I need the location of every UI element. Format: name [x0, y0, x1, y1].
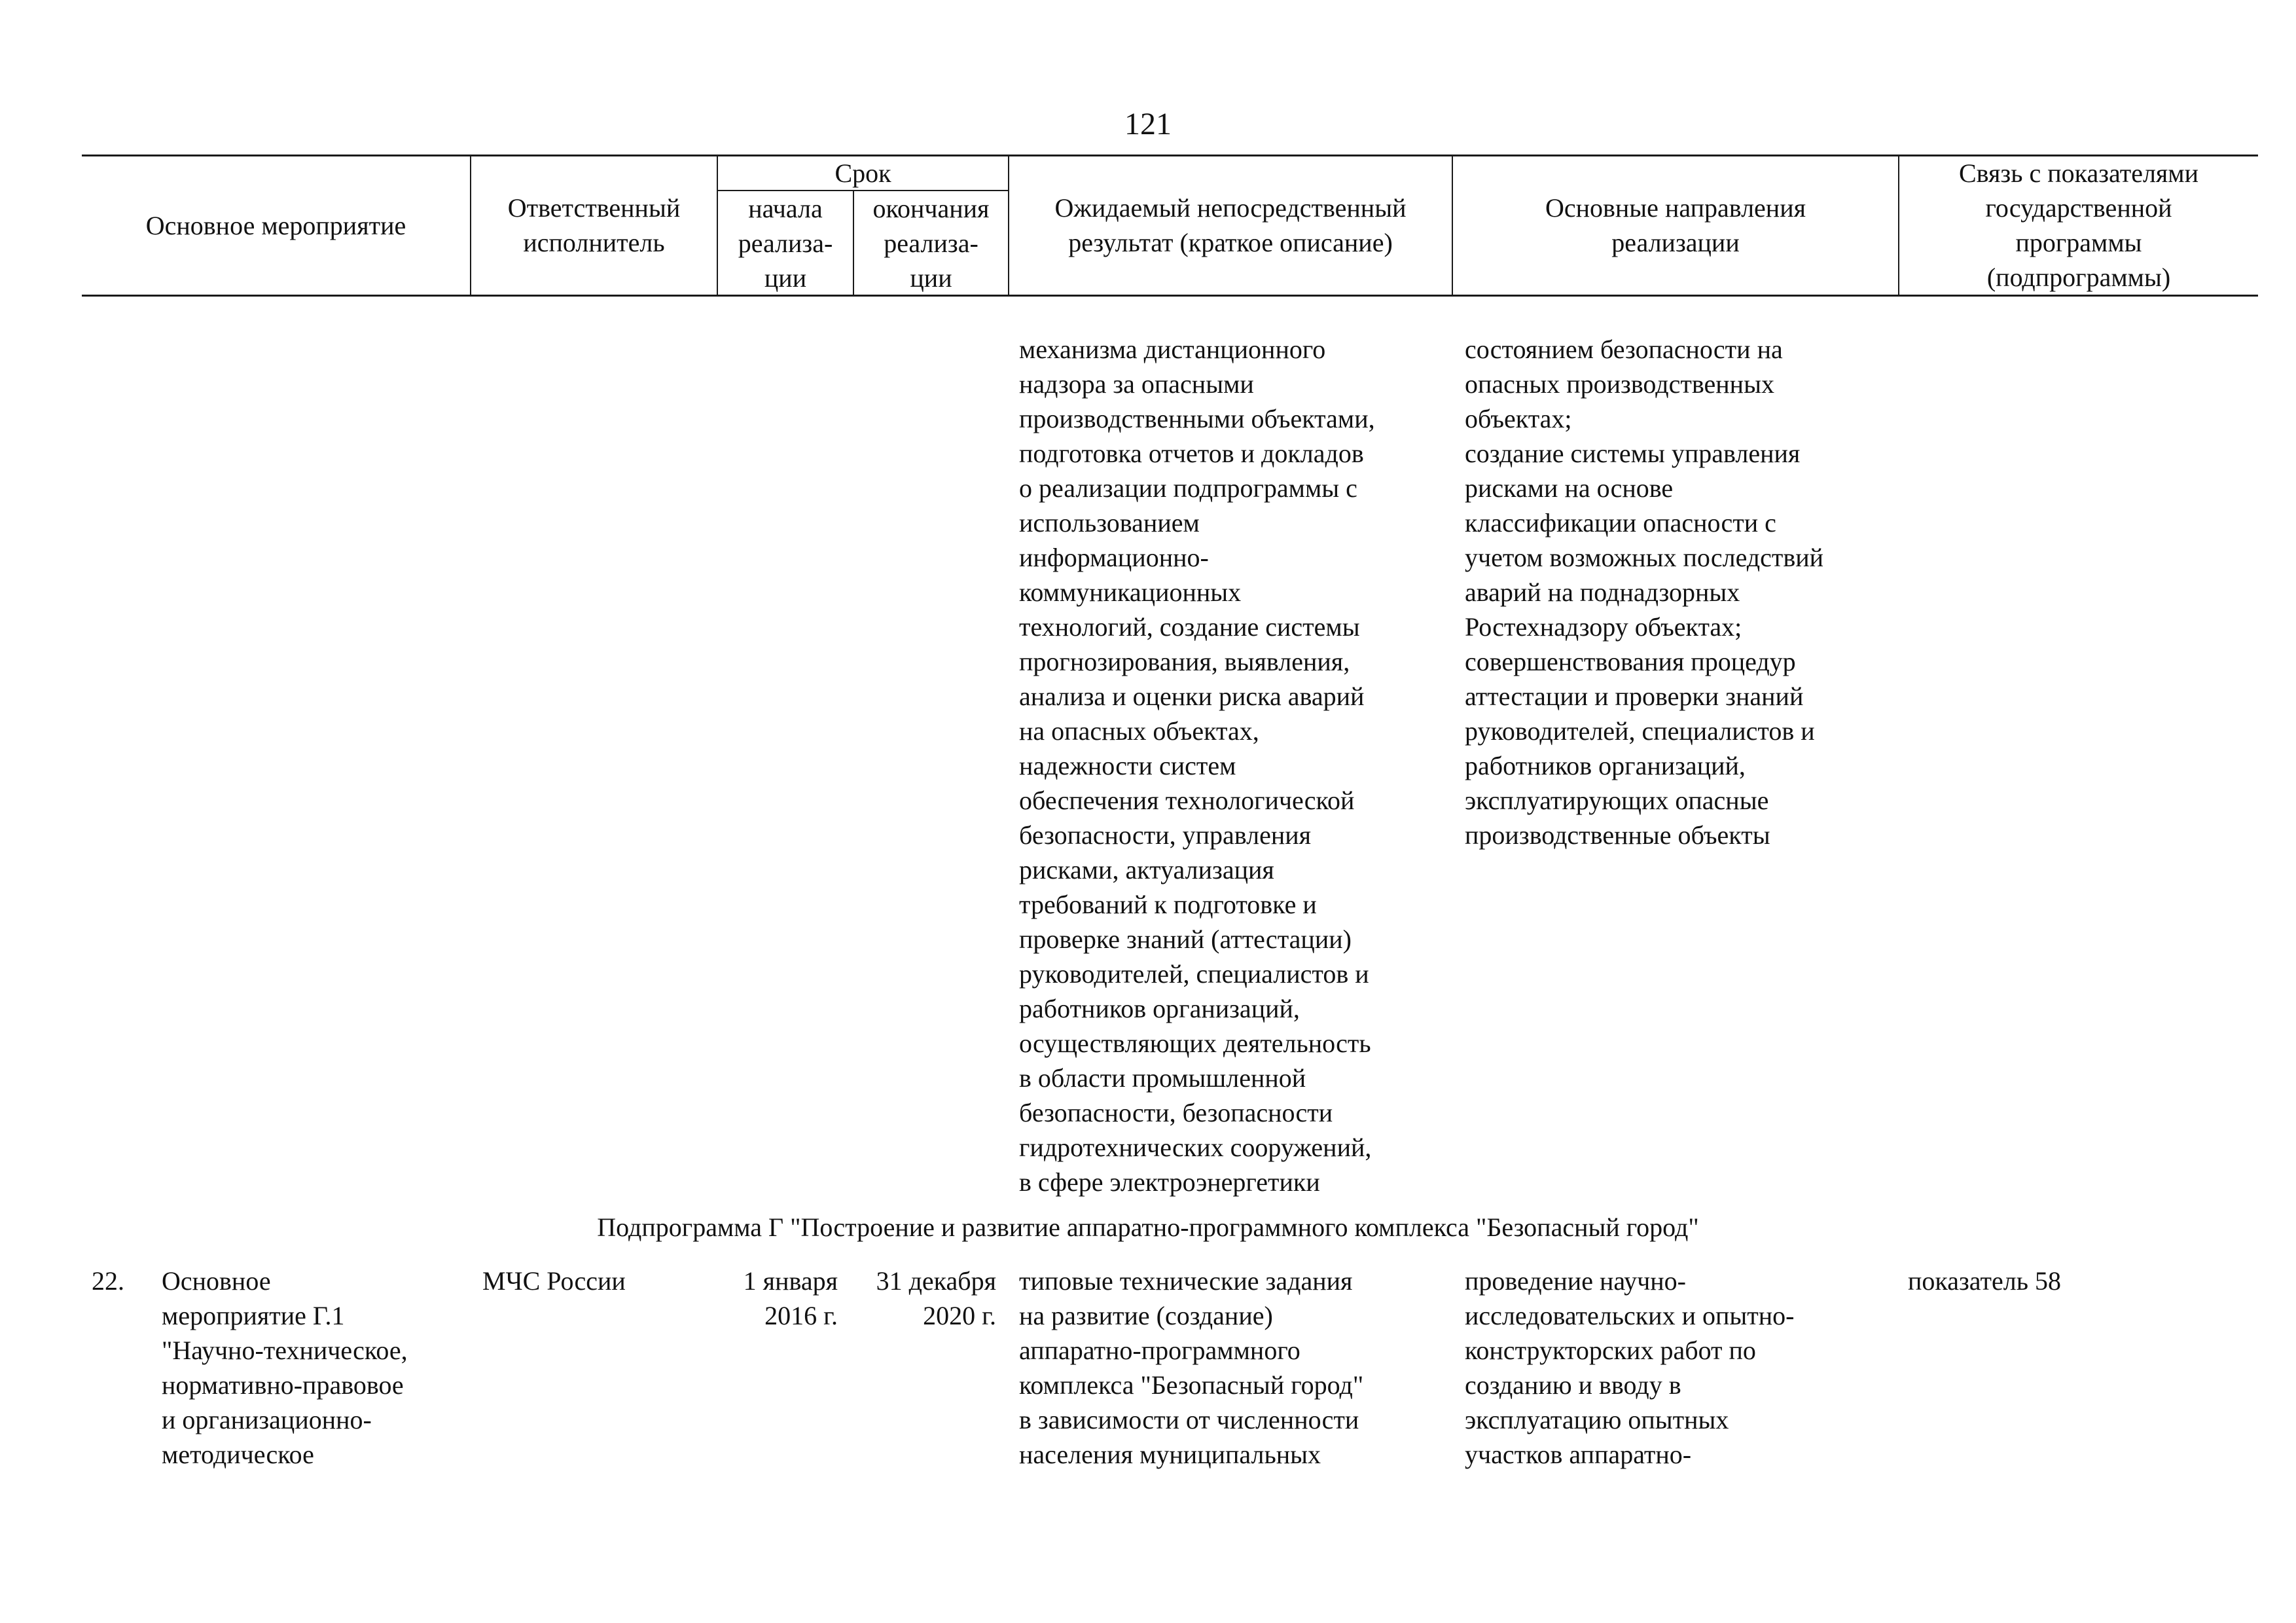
row-22-main-directions: проведение научно- исследовательских и опытно- конструкторских работ по созданию и вводу в эксплуатацию опытных участков аппаратно- — [1465, 1266, 1795, 1469]
row-22-start: 1 января 2016 г. — [743, 1266, 838, 1330]
header-indicators-link: Связь с показателями государственной программы (подпрограммы) — [1958, 158, 2199, 292]
header-expected-result: Ожидаемый непосредственный результат (краткое описание) — [1054, 193, 1407, 257]
page-number: 121 — [1124, 107, 1172, 141]
header-term-start: начала реализа- ции — [738, 193, 833, 293]
table-header-bottom-rule — [82, 295, 2258, 297]
row-22-end: 31 декабря 2020 г. — [876, 1266, 996, 1330]
header-main-directions: Основные направления реализации — [1545, 193, 1806, 257]
row-22-activity: Основное мероприятие Г.1 "Научно-техническое, нормативно-правовое и организационно- методическое — [162, 1266, 408, 1469]
header-term: Срок — [834, 158, 891, 188]
subprogram-title: Подпрограмма Г "Построение и развитие аппаратно-программного комплекса "Безопасный город" — [597, 1213, 1699, 1242]
row-22-expected-result: типовые технические задания на развитие (создание) аппаратно-программного комплекса "Безопасный город" в зависимости от численности населения муниципальных — [1019, 1266, 1364, 1469]
continued-expected-result: механизма дистанционного надзора за опасными производственными объектами, подготовка отчетов и докладов о реализации подпрограммы с использованием информационно- коммуникационных технологий, создание системы прогнозирования, выявления, анализа и оценки риска аварий на опасных объектах, надежности систем обеспечения технологической безопасности, управления рисками, актуализация требований к подготовке и проверке знаний (аттестации) руководителей, специалистов и работников организаций, осуществляющих деятельность в области промышленной безопасности, безопасности гидротехнических сооружений, в сфере электроэнергетики — [1019, 335, 1375, 1197]
header-executor: Ответственный исполнитель — [507, 193, 681, 257]
row-22-indicator: показатель 58 — [1908, 1266, 2061, 1296]
header-term-end: окончания реализа- ции — [872, 193, 990, 293]
row-22-executor: МЧС России — [482, 1266, 626, 1296]
continued-main-directions: состоянием безопасности на опасных производственных объектах; создание системы управления рисками на основе классификации опасности с учетом возможных последствий аварий на поднадзорных Ростехнадзору объектах; совершенствования процедур аттестации и проверки знаний руководителей, специалистов и работников организаций, эксплуатирующих опасные производственные объекты — [1465, 335, 1824, 850]
header-main-activity: Основное мероприятие — [145, 210, 406, 240]
row-22-number: 22. — [92, 1266, 124, 1296]
